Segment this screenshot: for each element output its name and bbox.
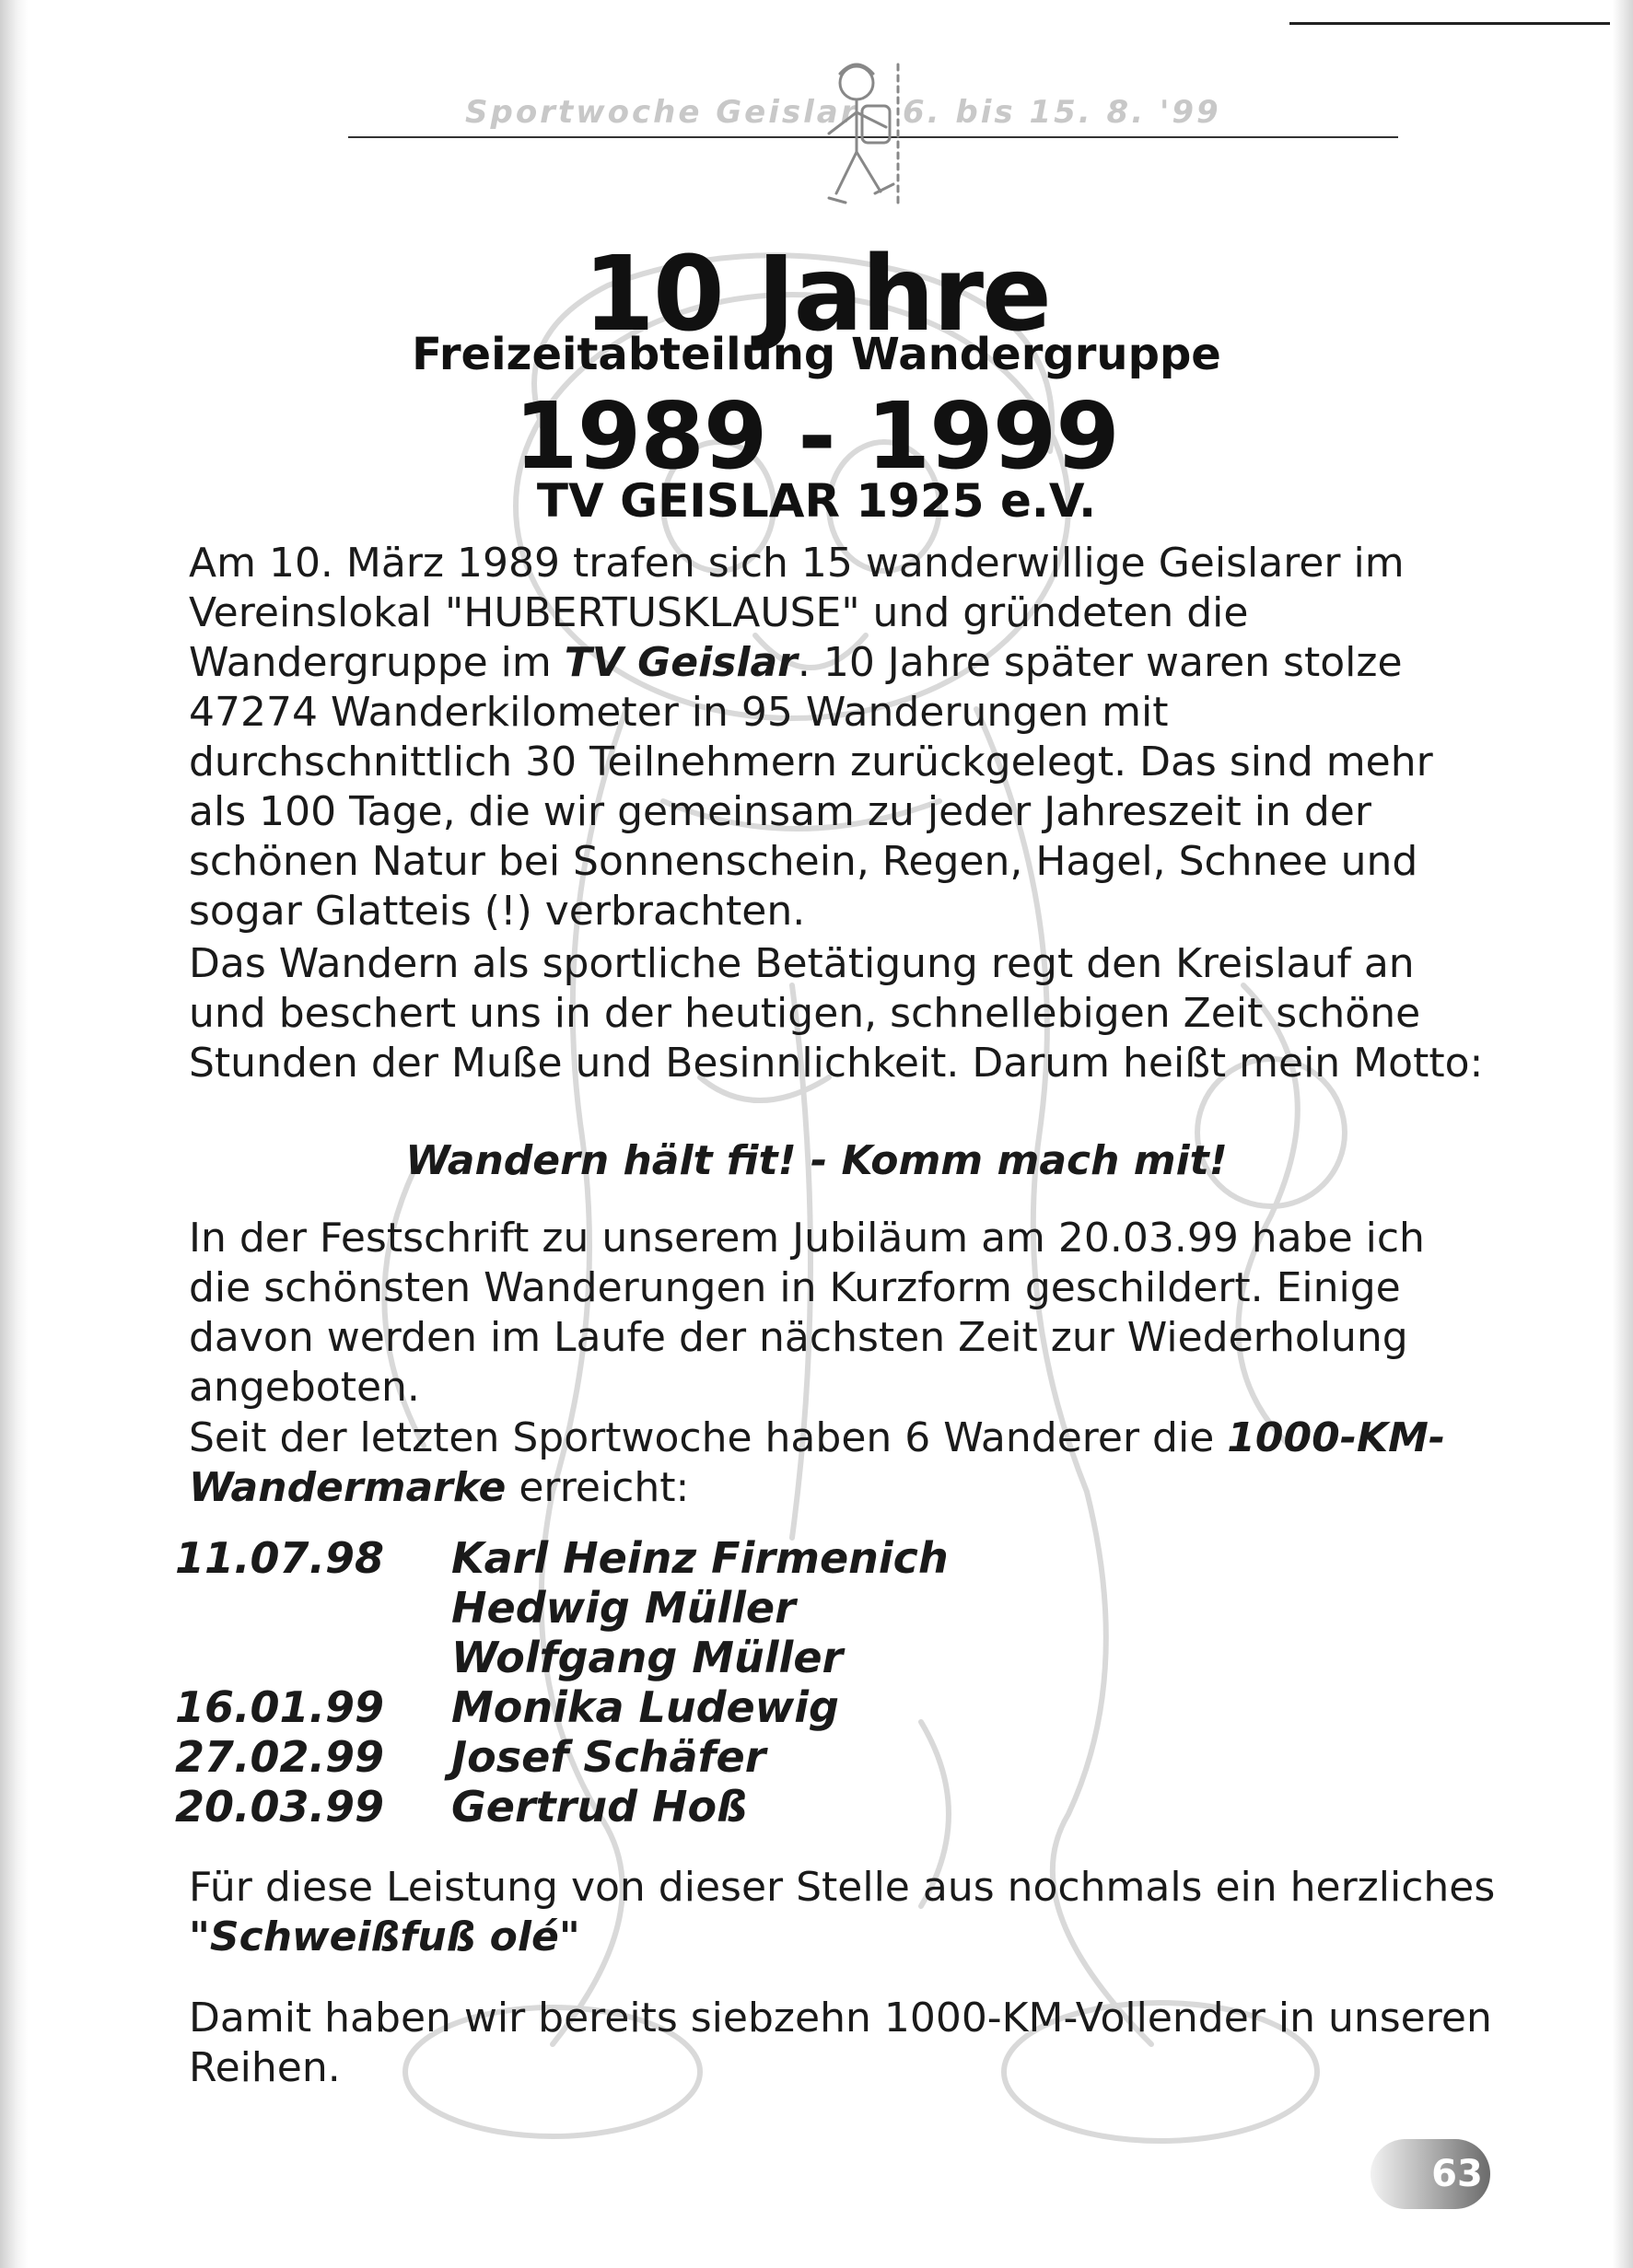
header-title: Sportwoche Geislar	[465, 94, 859, 131]
hiker-mascot-icon	[801, 55, 912, 212]
paragraph-milestone	[189, 1413, 1497, 1513]
list-item	[175, 1583, 1096, 1633]
honor-date: 27.02.99	[175, 1732, 384, 1782]
paragraph-festschrift: In der Festschrift zu unserem Jubiläum am 20.03.99 habe ich die schönsten Wanderungen in Kurzform geschildert. Einige davon werden im Laufe der nächsten Zeit zur Wiederholung angeboten.	[189, 1215, 1425, 1411]
honor-name: Josef Schäfer	[451, 1732, 766, 1782]
honor-name: Monika Ludewig	[451, 1682, 839, 1732]
page-title: 10 Jahre	[582, 235, 1051, 355]
paragraph-motto-intro: Das Wandern als sportliche Betätigung regt den Kreislauf an und beschert uns in der heutigen, schnellebigen Zeit schöne Stunden der Muße und Besinnlichkeit. Darum heißt mein Motto:	[189, 940, 1484, 1087]
honor-name: Hedwig Müller	[451, 1583, 796, 1633]
top-rule	[1289, 22, 1610, 25]
milestone-emphasis: 1000-KM-Wandermarke	[189, 1414, 1446, 1511]
page-number: 63	[1431, 2153, 1483, 2195]
title-years: 1989 - 1999	[514, 382, 1119, 490]
paragraph-milestone-text-b: erreicht:	[506, 1464, 690, 1511]
paragraph-milestone-text-a: Seit der letzten Sportwoche haben 6 Wanderer die	[189, 1414, 1228, 1461]
congrats-emphasis: "Schweißfuß olé"	[189, 1913, 580, 1960]
club-emphasis: TV Geislar	[564, 639, 798, 686]
paragraph-founding-text-a: Am 10. März 1989 trafen sich 15 wanderwillige Geislarer im Vereinslokal "HUBERTUSKLAUSE" und gründeten die Wandergruppe im	[189, 540, 1405, 686]
honor-date: 16.01.99	[175, 1682, 384, 1732]
list-item	[175, 1732, 1096, 1782]
honor-date	[175, 1583, 451, 1633]
honor-date: 20.03.99	[175, 1782, 384, 1832]
paragraph-founding	[189, 539, 1497, 936]
list-item	[175, 1633, 1096, 1682]
honor-name: Karl Heinz Firmenich	[451, 1533, 949, 1583]
honors-list	[175, 1533, 1096, 1832]
honor-date: 11.07.98	[175, 1533, 384, 1583]
page-subtitle: Freizeitabteilung Wandergruppe	[412, 329, 1221, 380]
honor-date	[175, 1633, 451, 1682]
paragraph-founding-text-b: . 10 Jahre später waren stolze 47274 Wanderkilometer in 95 Wanderungen mit durchschnittlich 30 Teilnehmern zurückgelegt. Das sind mehr als 100 Tage, die wir gemeinsam zu jeder Jahreszeit in der schönen Natur bei Sonnenschein, Regen, Hagel, Schnee und sogar Glatteis (!) verbrachten.	[189, 639, 1433, 935]
honor-name: Gertrud Hoß	[451, 1782, 748, 1832]
motto: Wandern hält fit! - Komm mach mit!	[405, 1137, 1228, 1184]
paragraph-congrats	[189, 1863, 1497, 1962]
paragraph-closing: Damit haben wir bereits siebzehn 1000-KM-Vollender in unseren Reihen.	[189, 1995, 1492, 2091]
club-name: TV GEISLAR 1925 e.V.	[536, 474, 1097, 528]
paragraph-congrats-text: Für diese Leistung von dieser Stelle aus nochmals ein herzliches	[189, 1864, 1496, 1911]
list-item	[175, 1533, 1096, 1583]
list-item	[175, 1782, 1096, 1832]
honor-name: Wolfgang Müller	[451, 1633, 844, 1682]
header-date: 6. bis 15. 8. '99	[903, 94, 1221, 131]
list-item	[175, 1682, 1096, 1732]
